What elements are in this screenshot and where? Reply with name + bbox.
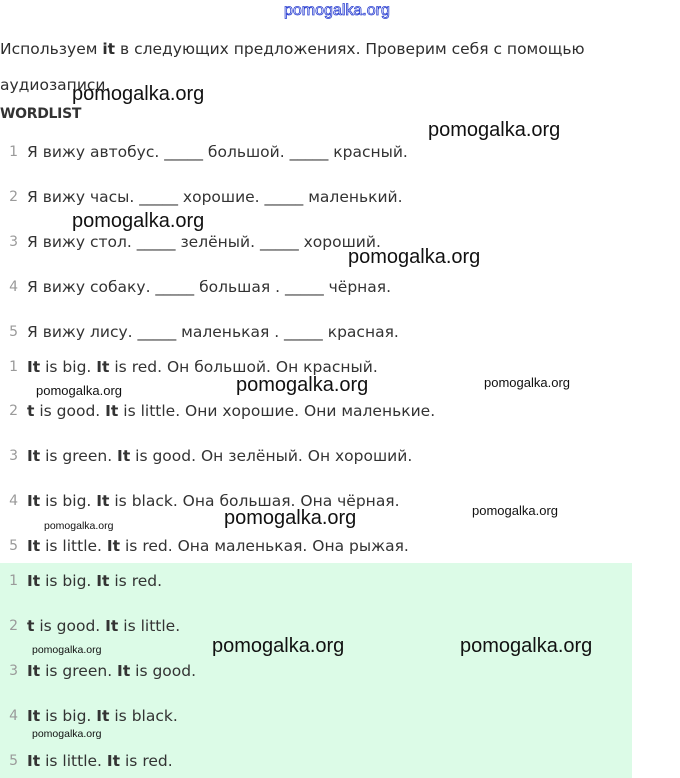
- row-number: 3: [9, 448, 18, 464]
- bold-it: It: [117, 447, 131, 465]
- bold-it: It: [96, 492, 110, 510]
- row-text: Я вижу часы. _____ хорошие. _____ маленький.: [27, 188, 403, 206]
- text-segment: is green.: [40, 447, 118, 465]
- watermark: pomogalka.org: [32, 728, 102, 740]
- answer-en-row: [0, 569, 162, 593]
- watermark: pomogalka.org: [472, 503, 558, 518]
- watermark: pomogalka.org: [212, 635, 345, 657]
- watermark: pomogalka.org: [72, 83, 205, 105]
- bold-it: It: [105, 617, 119, 635]
- row-number: 5: [9, 538, 18, 554]
- intro-text-part2: в следующих предложениях. Проверим себя с помощью аудиозаписи.: [0, 40, 585, 94]
- bold-it: It: [27, 492, 41, 510]
- bold-it: It: [96, 358, 110, 376]
- exercise-row: [0, 230, 381, 254]
- text-segment: is green.: [40, 662, 118, 680]
- watermark: pomogalka.org: [72, 210, 205, 232]
- intro-text-part1: Используем: [0, 40, 103, 58]
- row-text: [27, 617, 180, 635]
- text-segment: is big.: [40, 492, 97, 510]
- bold-it: It: [27, 572, 41, 590]
- row-text: [27, 572, 162, 590]
- watermark: pomogalka.org: [36, 383, 122, 398]
- row-number: 3: [9, 663, 18, 679]
- row-number: 2: [9, 403, 18, 419]
- bold-it: It: [106, 537, 121, 555]
- row-text: [27, 447, 412, 465]
- watermark: pomogalka.org: [348, 246, 481, 268]
- answer-en-row: [0, 749, 173, 773]
- row-number: 2: [9, 618, 18, 634]
- text-segment: is big.: [40, 572, 97, 590]
- text-segment: is black.: [109, 707, 178, 725]
- row-text: [27, 662, 196, 680]
- row-number: 5: [9, 324, 18, 340]
- text-segment: is big.: [40, 358, 97, 376]
- answer-ru-row: [0, 534, 409, 558]
- exercise-row: [0, 320, 399, 344]
- watermark: pomogalka.org: [236, 374, 369, 396]
- answer-ru-row: [0, 399, 435, 423]
- bold-it: It: [27, 447, 41, 465]
- row-text: Я вижу автобус. _____ большой. _____ красный.: [27, 143, 408, 161]
- text-segment: is little. Они хорошие. Они маленькие.: [118, 402, 436, 420]
- bold-it: It: [105, 402, 119, 420]
- intro-bold-it: it: [102, 40, 116, 58]
- exercise-row: [0, 185, 403, 209]
- answer-en-row: [0, 659, 196, 683]
- bold-it: It: [27, 662, 41, 680]
- row-number: 4: [9, 708, 18, 724]
- row-number: 1: [9, 573, 18, 589]
- row-number: 2: [9, 189, 18, 205]
- bold-it: It: [106, 752, 121, 770]
- row-number: 4: [9, 279, 18, 295]
- row-text: [27, 402, 435, 420]
- watermark: pomogalka.org: [32, 644, 102, 656]
- row-text: [27, 752, 173, 770]
- answer-en-row: [0, 614, 180, 638]
- row-text: [27, 537, 409, 555]
- watermark: pomogalka.org: [428, 119, 561, 141]
- watermark: pomogalka.org: [44, 520, 114, 532]
- bold-it: t: [27, 402, 35, 420]
- bold-it: It: [96, 707, 110, 725]
- bold-it: It: [27, 707, 41, 725]
- row-text: Я вижу собаку. _____ большая . _____ чёрная.: [27, 278, 392, 296]
- bold-it: It: [27, 752, 41, 770]
- text-segment: is red.: [120, 752, 173, 770]
- exercise-row: [0, 140, 408, 164]
- text-segment: is little.: [40, 752, 107, 770]
- row-number: 4: [9, 493, 18, 509]
- row-text: [27, 707, 178, 725]
- wordlist-heading: WORDLIST: [0, 106, 82, 122]
- row-number: 5: [9, 753, 18, 769]
- answer-en-row: [0, 704, 178, 728]
- text-segment: is good.: [34, 402, 106, 420]
- text-segment: is good.: [34, 617, 106, 635]
- text-segment: is red. Она маленькая. Она рыжая.: [120, 537, 409, 555]
- bold-it: It: [117, 662, 131, 680]
- row-text: Я вижу лису. _____ маленькая . _____ красная.: [27, 323, 399, 341]
- row-number: 3: [9, 234, 18, 250]
- answer-ru-row: [0, 444, 412, 468]
- text-segment: is red. Он большой. Он красный.: [109, 358, 378, 376]
- text-segment: is black. Она большая. Она чёрная.: [109, 492, 400, 510]
- row-text: Я вижу стол. _____ зелёный. _____ хороший.: [27, 233, 381, 251]
- row-number: 1: [9, 359, 18, 375]
- text-segment: is little.: [40, 537, 107, 555]
- text-segment: is big.: [40, 707, 97, 725]
- bold-it: It: [27, 358, 41, 376]
- bold-it: t: [27, 617, 35, 635]
- watermark: pomogalka.org: [224, 507, 357, 529]
- watermark: pomogalka.org: [484, 375, 570, 390]
- text-segment: is little.: [118, 617, 181, 635]
- row-number: 1: [9, 144, 18, 160]
- watermark-top: pomogalka.org: [284, 2, 390, 19]
- text-segment: is good.: [130, 662, 197, 680]
- exercise-row: [0, 275, 391, 299]
- text-segment: is red.: [109, 572, 163, 590]
- text-segment: is good. Он зелёный. Он хороший.: [130, 447, 413, 465]
- watermark: pomogalka.org: [460, 635, 593, 657]
- bold-it: It: [27, 537, 41, 555]
- bold-it: It: [96, 572, 110, 590]
